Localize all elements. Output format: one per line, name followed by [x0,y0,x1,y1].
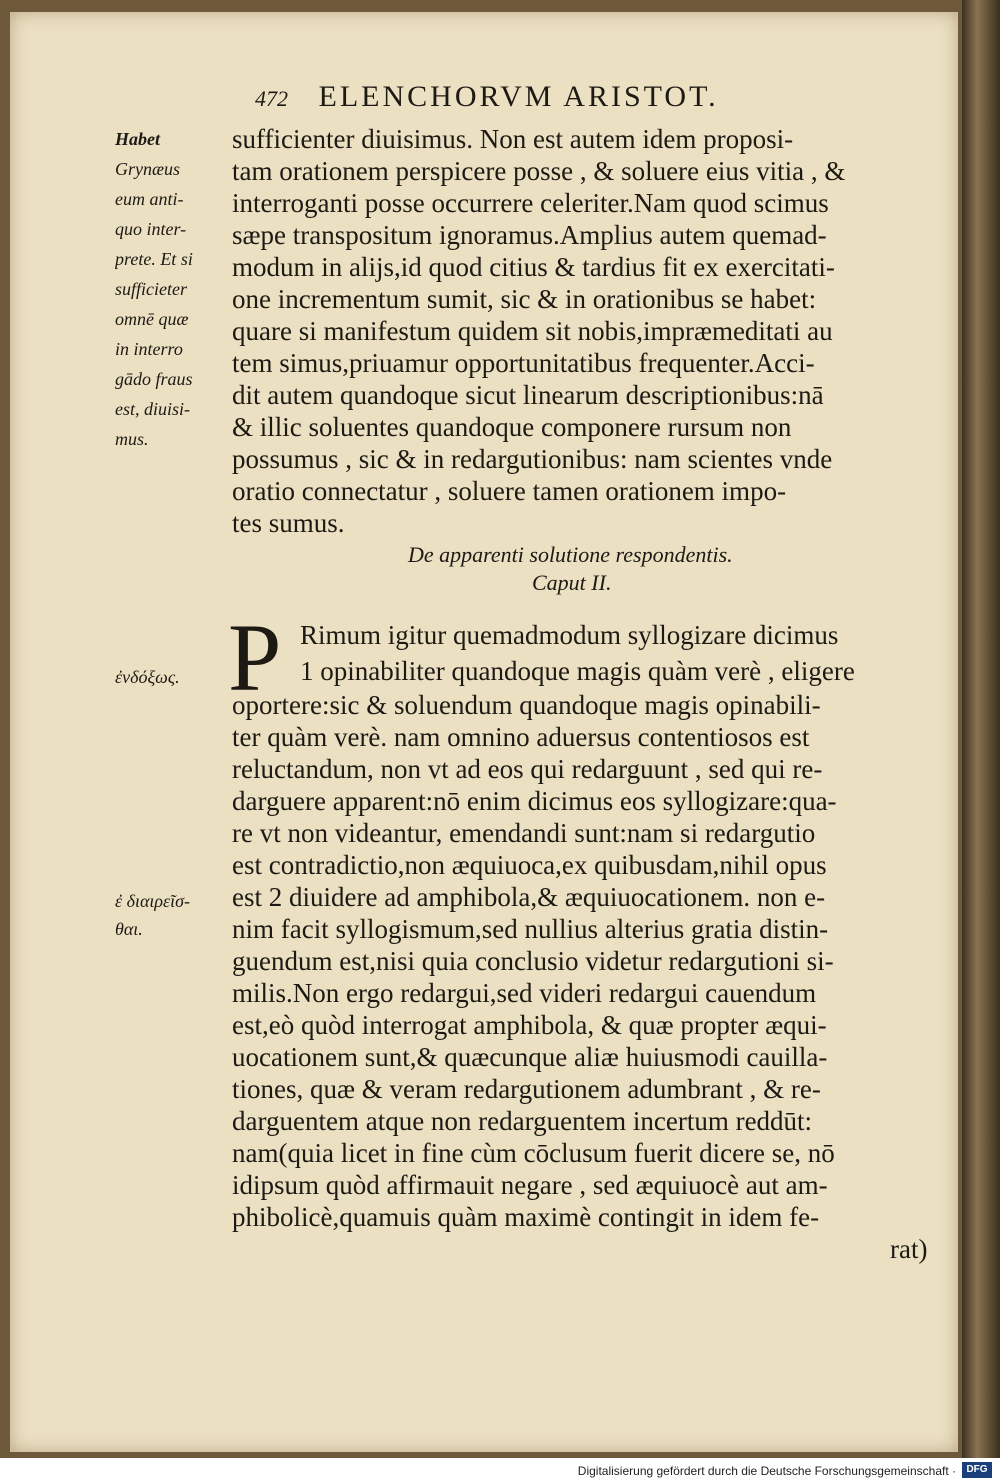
dfg-logo-icon: DFG [962,1462,992,1478]
body-line: milis.Non ergo redargui,sed videri redargui cauendum [232,978,817,1008]
body-line: est 2 diuidere ad amphibola,& æquiuocationem. non e- [232,882,826,912]
margin-note: Grynæus [115,159,181,179]
margin-note: eum anti- [115,189,184,209]
margin-note: mus. [115,429,149,449]
margin-note: est, diuisi- [115,399,190,419]
body-line: est,eò quòd interrogat amphibola, & quæ propter æqui- [232,1010,827,1040]
body-line: phibolicè,quamuis quàm maximè contingit in idem fe- [232,1202,820,1232]
body-line: one incrementum sumit, sic & in orationibus se habet: [232,284,817,314]
margin-note: θαι. [115,919,143,939]
chapter-heading: De apparenti solutione respondentis. [408,542,733,567]
body-line: oratio connectatur , soluere tamen orationem impo- [232,476,787,506]
margin-note: quo inter- [115,219,187,239]
body-line: tes sumus. [232,508,345,538]
margin-note: omnē quæ [115,309,189,329]
body-line: modum in alijs,id quod citius & tardius fit ex exercitati- [232,252,835,282]
body-line: est contradictio,non æquiuoca,ex quibusdam,nihil opus [232,850,827,880]
body-line: ter quàm verè. nam omnino aduersus contentiosos est [232,722,810,752]
body-line: reluctandum, non vt ad eos qui redarguunt , sed qui re- [232,754,823,784]
margin-note: ἐ διαιρεῖσ- [115,891,191,911]
margin-note: in interro [115,339,183,359]
body-line: possumus , sic & in redargutionibus: nam scientes vnde [232,444,833,474]
body-line: quare si manifestum quidem sit nobis,impræmeditati au [232,316,833,346]
margin-note: ἐνδόξως. [115,667,180,687]
running-title: ELENCHORVM ARISTOT. [318,80,719,113]
margin-note: prete. Et si [115,249,193,269]
body-line: guendum est,nisi quia conclusio videtur redargutioni si- [232,946,834,976]
margin-note: sufficieter [115,279,187,299]
margin-note: Habet [115,129,160,149]
chapter-subheading: Caput II. [532,570,612,595]
body-line: tiones, quæ & veram redargutionem adumbrant , & re- [232,1074,821,1104]
body-line: sæpe transpositum ignoramus.Amplius autem quemad- [232,220,827,250]
body-line: sufficienter diuisimus. Non est autem idem proposi- [232,124,794,154]
body-line: 1 opinabiliter quandoque magis quàm verè , eligere [300,656,855,686]
body-line: dit autem quandoque sicut linearum descriptionibus:nā [232,380,824,410]
body-line: idipsum quòd affirmauit negare , sed æquiuocè aut am- [232,1170,828,1200]
funding-credit: Digitalisierung gefördert durch die Deutsche Forschungsgemeinschaft · [577,1464,956,1478]
book-spine [962,0,1000,1458]
drop-initial: P [228,604,282,711]
body-line: re vt non videantur, emendandi sunt:nam si redargutio [232,818,816,848]
catchword: rat) [890,1234,928,1264]
body-line: interroganti posse occurrere celeriter.Nam quod scimus [232,188,829,218]
margin-note: gādo fraus [115,369,193,389]
body-line: tem simus,priuamur opportunitatibus frequenter.Acci- [232,348,815,378]
body-line: darguentem atque non redarguentem incertum reddūt: [232,1106,813,1136]
body-line: & illic soluentes quandoque componere rursum non [232,412,792,442]
body-line: Rimum igitur quemadmodum syllogizare dicimus [300,620,839,650]
body-line: tam orationem perspicere posse , & soluere eius vitia , & [232,156,846,186]
body-line: oportere:sic & soluendum quandoque magis opinabili- [232,690,821,720]
body-line: uocationem sunt,& quæcunque aliæ huiusmodi cauilla- [232,1042,828,1072]
running-head [255,80,855,120]
body-line: darguere apparent:nō enim dicimus eos syllogizare:qua- [232,786,837,816]
body-line: nim facit syllogismum,sed nullius alterius gratia distin- [232,914,829,944]
body-line: nam(quia licet in fine cùm cōclusum fuerit dicere se, nō [232,1138,835,1168]
page-number: 472 [255,86,288,111]
